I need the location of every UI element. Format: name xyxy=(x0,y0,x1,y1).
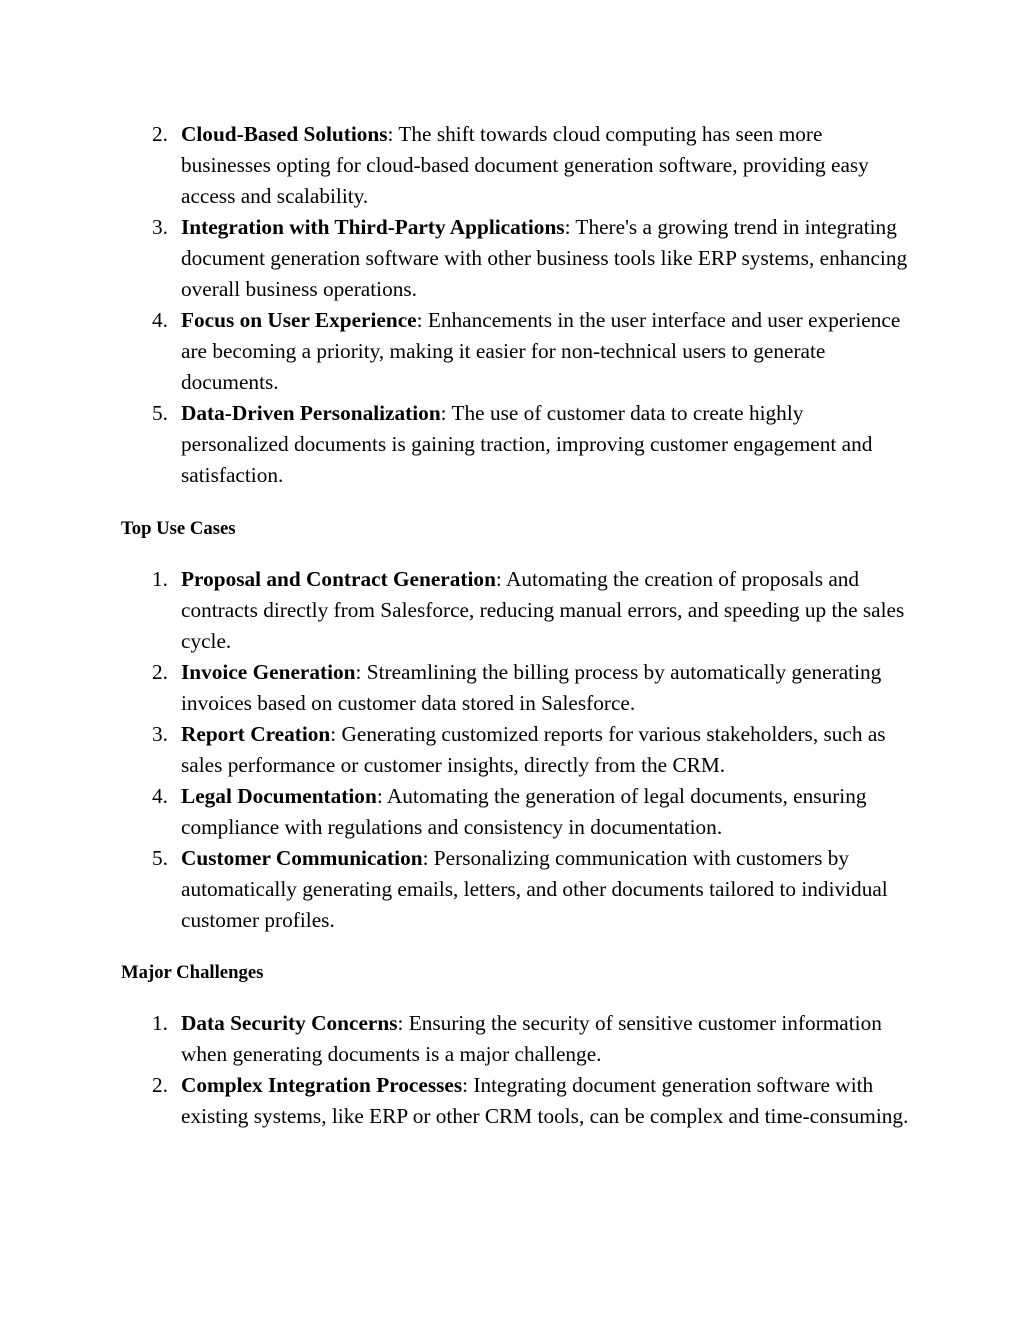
use-cases-list xyxy=(0,564,1024,936)
list-item-text: : Generating customized reports for various stakeholders, such as sales performance or customer insights, directly from the CRM. xyxy=(181,722,886,777)
list-item-number: 3. xyxy=(152,722,168,746)
list-item-text: : The use of customer data to create highly personalized documents is gaining traction, improving customer engagement and satisfaction. xyxy=(181,401,873,487)
list-item-number: 2. xyxy=(152,122,168,146)
list-item xyxy=(0,212,1024,305)
list-item-title: Invoice Generation xyxy=(181,660,356,684)
list-item xyxy=(0,781,1024,843)
list-item-number: 1. xyxy=(152,567,168,591)
section-heading-challenges: Major Challenges xyxy=(121,962,264,983)
list-item xyxy=(0,843,1024,936)
list-item-number: 1. xyxy=(152,1011,168,1035)
list-item-text: : Ensuring the security of sensitive customer information when generating documents is a major challenge. xyxy=(181,1011,882,1066)
list-item-number: 2. xyxy=(152,1073,168,1097)
list-item-number: 5. xyxy=(152,401,168,425)
list-item xyxy=(0,657,1024,719)
list-item-number: 2. xyxy=(152,660,168,684)
section-heading-use-cases: Top Use Cases xyxy=(121,518,236,539)
list-item xyxy=(0,719,1024,781)
list-item-number: 4. xyxy=(152,308,168,332)
list-item-text: : Streamlining the billing process by automatically generating invoices based on customer data stored in Salesforce. xyxy=(181,660,882,715)
list-item-title: Customer Communication xyxy=(181,846,423,870)
trends-list xyxy=(0,119,1024,491)
list-item-number: 3. xyxy=(152,215,168,239)
list-item xyxy=(0,1070,1024,1132)
list-item-text: : Automating the generation of legal documents, ensuring compliance with regulations and consistency in documentation. xyxy=(181,784,867,839)
list-item-title: Data-Driven Personalization xyxy=(181,401,441,425)
list-item-title: Legal Documentation xyxy=(181,784,377,808)
list-item-text: : Integrating document generation software with existing systems, like ERP or other CRM tools, can be complex and time-consuming. xyxy=(181,1073,909,1128)
list-item-title: Cloud-Based Solutions xyxy=(181,122,388,146)
list-item-number: 5. xyxy=(152,846,168,870)
list-item-title: Complex Integration Processes xyxy=(181,1073,463,1097)
list-item-title: Proposal and Contract Generation xyxy=(181,567,496,591)
list-item-title: Report Creation xyxy=(181,722,331,746)
list-item-text: : Enhancements in the user interface and user experience are becoming a priority, making it easier for non-technical users to generate documents. xyxy=(181,308,901,394)
list-item-title: Focus on User Experience xyxy=(181,308,417,332)
list-item-title: Integration with Third-Party Applications xyxy=(181,215,565,239)
list-item-text: : Personalizing communication with customers by automatically generating emails, letters, and other documents tailored to individual customer profiles. xyxy=(181,846,888,932)
list-item xyxy=(0,564,1024,657)
list-item xyxy=(0,305,1024,398)
list-item xyxy=(0,119,1024,212)
list-item-text: : There's a growing trend in integrating document generation software with other business tools like ERP systems, enhancing overall business operations. xyxy=(181,215,908,301)
list-item-title: Data Security Concerns xyxy=(181,1011,398,1035)
list-item xyxy=(0,398,1024,491)
list-item xyxy=(0,1008,1024,1070)
list-item-text: : The shift towards cloud computing has seen more businesses opting for cloud-based document generation software, providing easy access and scalability. xyxy=(181,122,869,208)
list-item-number: 4. xyxy=(152,784,168,808)
list-item-text: : Automating the creation of proposals and contracts directly from Salesforce, reducing manual errors, and speeding up the sales cycle. xyxy=(181,567,905,653)
challenges-list xyxy=(0,1008,1024,1132)
